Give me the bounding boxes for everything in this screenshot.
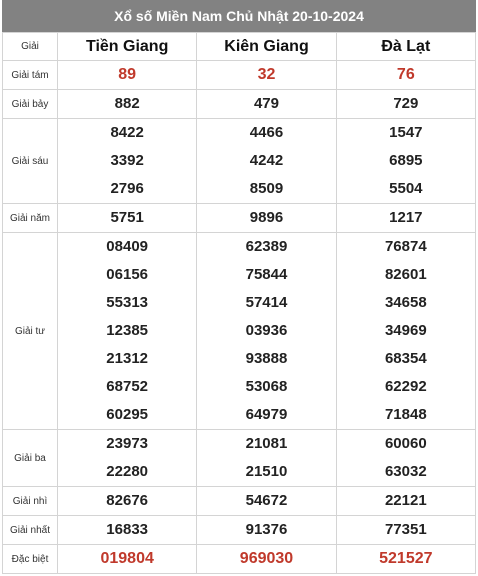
result-number: 60060: [384, 435, 427, 452]
result-number: 22280: [106, 463, 149, 480]
result-number: 9896: [249, 209, 284, 226]
result-number: 76874: [384, 238, 427, 255]
result-number: 68752: [106, 378, 149, 395]
result-number: 03936: [245, 322, 288, 339]
result-number: 77351: [384, 521, 427, 538]
result-number: 63032: [384, 463, 427, 480]
result-number: 82676: [106, 492, 149, 509]
special-prize-number: 019804: [100, 550, 154, 567]
result-number: 76: [396, 66, 415, 83]
result-number: 82601: [384, 266, 427, 283]
table-row: [3, 430, 476, 487]
result-number: 60295: [106, 406, 149, 423]
result-number: 5751: [110, 209, 144, 226]
result-number: 882: [114, 95, 140, 112]
result-number: 89: [118, 66, 137, 83]
result-number: 2796: [110, 180, 144, 197]
page-title: Xổ số Miền Nam Chủ Nhật 20-10-2024: [2, 0, 476, 32]
results-table: [2, 32, 476, 574]
result-number: 75844: [245, 266, 288, 283]
table-row: [3, 119, 476, 204]
prize-label: Giải ba: [3, 430, 58, 487]
result-number: 32: [257, 66, 276, 83]
result-number: 1547: [389, 124, 423, 141]
result-number: 71848: [384, 406, 427, 423]
table-row: [3, 516, 476, 545]
result-number: 22121: [384, 492, 427, 509]
table-row: [3, 204, 476, 233]
result-number: 55313: [106, 294, 149, 311]
result-number: 21081: [245, 435, 288, 452]
prize-label: Giải tư: [3, 233, 58, 430]
prize-label: Giải năm: [3, 204, 58, 233]
result-number: 8509: [249, 180, 284, 197]
table-row: [3, 545, 476, 574]
table-row: [3, 233, 476, 430]
result-number: 4242: [249, 152, 284, 169]
province-kien-giang[interactable]: Kiên Giang: [197, 33, 336, 61]
result-number: 12385: [106, 322, 149, 339]
result-number: 62292: [384, 378, 427, 395]
results-container: [2, 0, 476, 574]
prize-label: Giải sáu: [3, 119, 58, 204]
prize-label: Giải nhất: [3, 516, 58, 545]
result-number: 34969: [384, 322, 427, 339]
special-prize-number: 969030: [239, 550, 294, 567]
result-number: 4466: [249, 124, 284, 141]
prize-header: Giải: [3, 33, 58, 61]
prize-label: Giải bảy: [3, 90, 58, 119]
result-number: 23973: [106, 435, 149, 452]
header-row: [3, 33, 476, 61]
result-number: 57414: [245, 294, 288, 311]
result-number: 34658: [384, 294, 427, 311]
result-number: 53068: [245, 378, 288, 395]
result-number: 21510: [245, 463, 288, 480]
result-number: 93888: [245, 350, 288, 367]
prize-label: Giải tám: [3, 61, 58, 90]
result-number: 08409: [106, 238, 149, 255]
result-number: 16833: [106, 521, 149, 538]
province-da-lat[interactable]: Đà Lạt: [336, 33, 475, 61]
result-number: 21312: [106, 350, 149, 367]
result-number: 8422: [110, 124, 144, 141]
result-number: 3392: [110, 152, 144, 169]
result-number: 62389: [245, 238, 288, 255]
result-number: 5504: [389, 180, 423, 197]
result-number: 91376: [245, 521, 288, 538]
province-tien-giang[interactable]: Tiền Giang: [58, 33, 197, 61]
result-number: 64979: [245, 406, 288, 423]
result-number: 729: [393, 95, 419, 112]
table-row: [3, 90, 476, 119]
result-number: 68354: [384, 350, 427, 367]
prize-label: Đặc biệt: [3, 545, 58, 574]
result-number: 6895: [389, 152, 423, 169]
table-row: [3, 487, 476, 516]
table-row: [3, 61, 476, 90]
result-number: 06156: [106, 266, 149, 283]
prize-label: Giải nhì: [3, 487, 58, 516]
result-number: 1217: [389, 209, 423, 226]
result-number: 479: [253, 95, 279, 112]
special-prize-number: 521527: [379, 550, 433, 567]
result-number: 54672: [245, 492, 288, 509]
